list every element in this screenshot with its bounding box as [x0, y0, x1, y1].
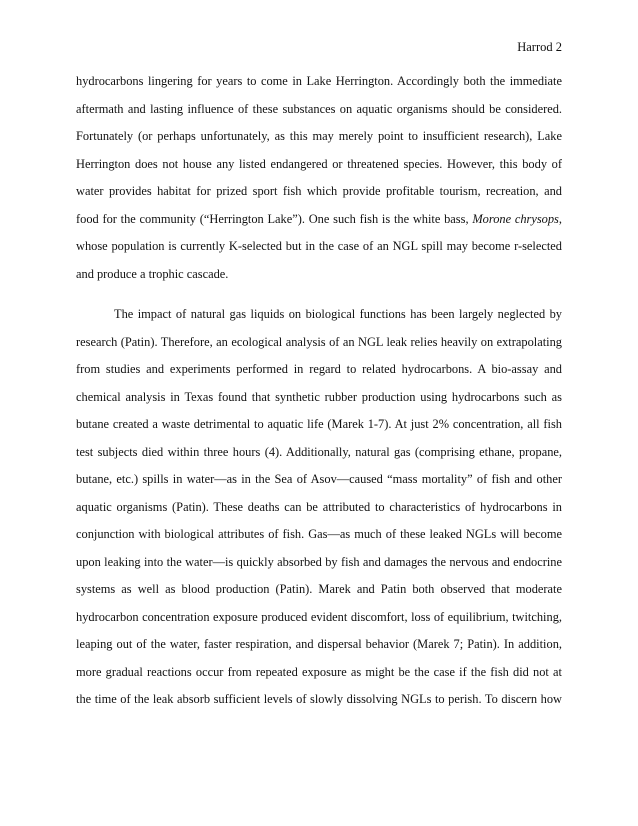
paragraph-spacing: [76, 288, 562, 301]
paragraph-1-line-3: Fortunately (or perhaps unfortunately, as this may merely point to insufficient research), Lake: [76, 129, 562, 143]
paragraph-2-line-12: hydrocarbon concentration exposure produced evident discomfort, loss of equilibrium, twitching,: [76, 609, 562, 624]
body-text: [76, 68, 562, 714]
paragraph-1-line-5: water provides habitat for prized sport fish which provide profitable tourism, recreation, and: [76, 184, 562, 198]
paragraph-2-line-15: the time of the leak absorb sufficient levels of slowly dissolving NGLs to perish. To discern how: [76, 692, 562, 706]
paragraph-1-line-8: and produce a trophic cascade.: [76, 266, 229, 281]
species-punctuation: ,: [558, 211, 562, 226]
paragraph-1-line-1: hydrocarbons lingering for years to come in Lake Herrington. Accordingly both the immediate: [76, 74, 562, 88]
paragraph-1-line-7: whose population is currently K-selected but in the case of an NGL spill may become r-selected: [76, 239, 562, 253]
paragraph-2-line-13: leaping out of the water, faster respiration, and dispersal behavior (Marek 7; Patin). In addition,: [76, 637, 562, 651]
paragraph-1-line-2: aftermath and lasting influence of these substances on aquatic organisms should be considered.: [76, 101, 562, 116]
paragraph-2-line-6: test subjects died within three hours (4). Additionally, natural gas (comprising ethane, propane,: [76, 444, 562, 459]
paragraph-1-line-6-text: food for the community (“Herrington Lake”). One such fish is the white bass,: [76, 211, 469, 226]
paragraph-2-line-14: more gradual reactions occur from repeated exposure as might be the case if the fish did not at: [76, 664, 562, 679]
paragraph-2-line-8: aquatic organisms (Patin). These deaths can be attributed to characteristics of hydrocarbons in: [76, 499, 562, 514]
running-header: Harrod 2: [517, 40, 562, 54]
paragraph-2-line-2: research (Patin). Therefore, an ecological analysis of an NGL leak relies heavily on extrapolating: [76, 334, 562, 349]
species-name: Morone chrysops: [472, 211, 559, 226]
paragraph-1-line-6: [76, 206, 562, 234]
paragraph-2-line-3: from studies and experiments performed in regard to related hydrocarbons. A bio-assay and: [76, 362, 562, 376]
paragraph-2-line-11: systems as well as blood production (Patin). Marek and Patin both observed that moderate: [76, 582, 562, 596]
paragraph-1-line-4: Herrington does not house any listed endangered or threatened species. However, this body of: [76, 156, 562, 171]
paragraph-2-line-4: chemical analysis in Texas found that synthetic rubber production using hydrocarbons such as: [76, 389, 562, 404]
paragraph-2-line-9: conjunction with biological attributes of fish. Gas—as much of these leaked NGLs will become: [76, 527, 562, 541]
paragraph-2-line-1: The impact of natural gas liquids on biological functions has been largely neglected by: [114, 307, 562, 321]
paragraph-2-line-10: upon leaking into the water—is quickly absorbed by fish and damages the nervous and endocrine: [76, 554, 562, 569]
paragraph-2-line-5: butane created a waste detrimental to aquatic life (Marek 1-7). At just 2% concentration, all fish: [76, 417, 562, 431]
paragraph-2-line-7: butane, etc.) spills in water—as in the Sea of Asov—caused “mass mortality” of fish and other: [76, 472, 562, 486]
